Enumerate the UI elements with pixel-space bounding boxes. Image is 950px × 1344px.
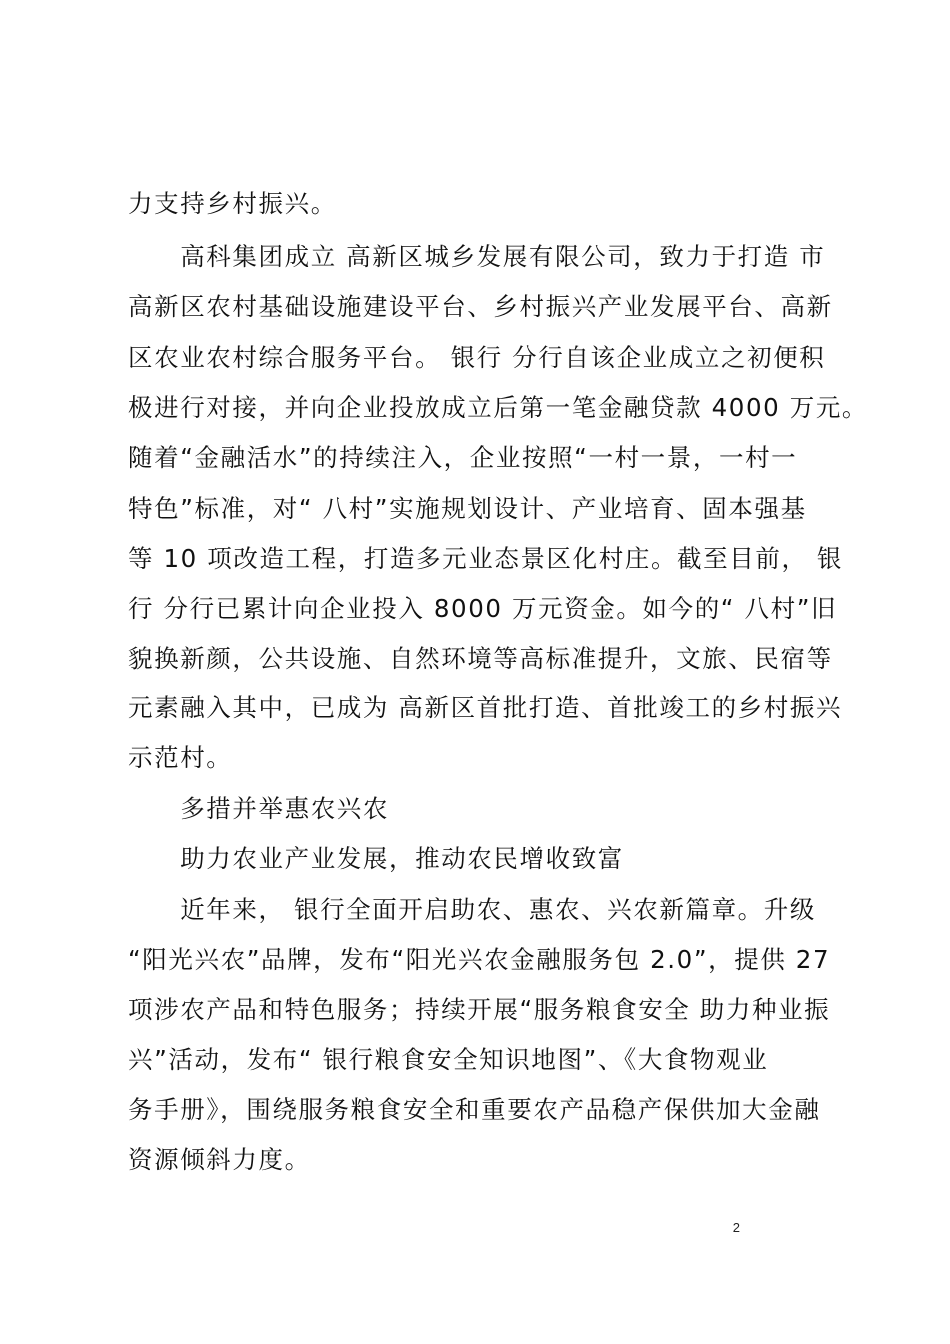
text-line: 近年来， 银行全面开启助农、惠农、兴农新篇章。升级	[128, 895, 816, 924]
section-heading: 多措并举惠农兴农	[128, 794, 389, 823]
text-line: 貌换新颜，公共设施、自然环境等高标准提升，文旅、民宿等	[128, 644, 833, 673]
text-line: 高新区农村基础设施建设平台、乡村振兴产业发展平台、高新	[128, 292, 833, 321]
text-line: 元素融入其中，已成为 高新区首批打造、首批竣工的乡村振兴	[128, 693, 843, 722]
text-line: 务手册》，围绕服务粮食安全和重要农产品稳产保供加大金融	[128, 1095, 821, 1124]
text-line: 高科集团成立 高新区城乡发展有限公司，致力于打造 市	[128, 242, 826, 271]
text-line: 极进行对接，并向企业投放成立后第一笔金融贷款 4000 万元。	[128, 393, 869, 422]
text-line: 项涉农产品和特色服务；持续开展“服务粮食安全 助力种业振	[128, 995, 831, 1024]
text-line: 兴”活动，发布“ 银行粮食安全知识地图”、《大食物观业	[128, 1045, 769, 1074]
text-line: “阳光兴农”品牌，发布“阳光兴农金融服务包 2.0”，提供 27	[128, 945, 831, 974]
text-line: 等 10 项改造工程，打造多元业态景区化村庄。截至目前， 银	[128, 544, 844, 573]
text-line: 行 分行已累计向企业投入 8000 万元资金。如今的“ 八村”旧	[128, 594, 838, 623]
text-line: 随着“金融活水”的持续注入，企业按照“一村一景，一村一	[128, 443, 798, 472]
text-line: 力支持乡村振兴。	[128, 189, 337, 218]
text-line: 资源倾斜力度。	[128, 1145, 311, 1174]
text-line: 示范村。	[128, 743, 233, 772]
text-line: 特色”标准，对“ 八村”实施规划设计、产业培育、固本强基	[128, 494, 807, 523]
page-number: 2	[732, 1220, 740, 1235]
text-line: 区农业农村综合服务平台。 银行 分行自该企业成立之初便积	[128, 343, 826, 372]
section-subheading: 助力农业产业发展，推动农民增收致富	[128, 844, 624, 873]
